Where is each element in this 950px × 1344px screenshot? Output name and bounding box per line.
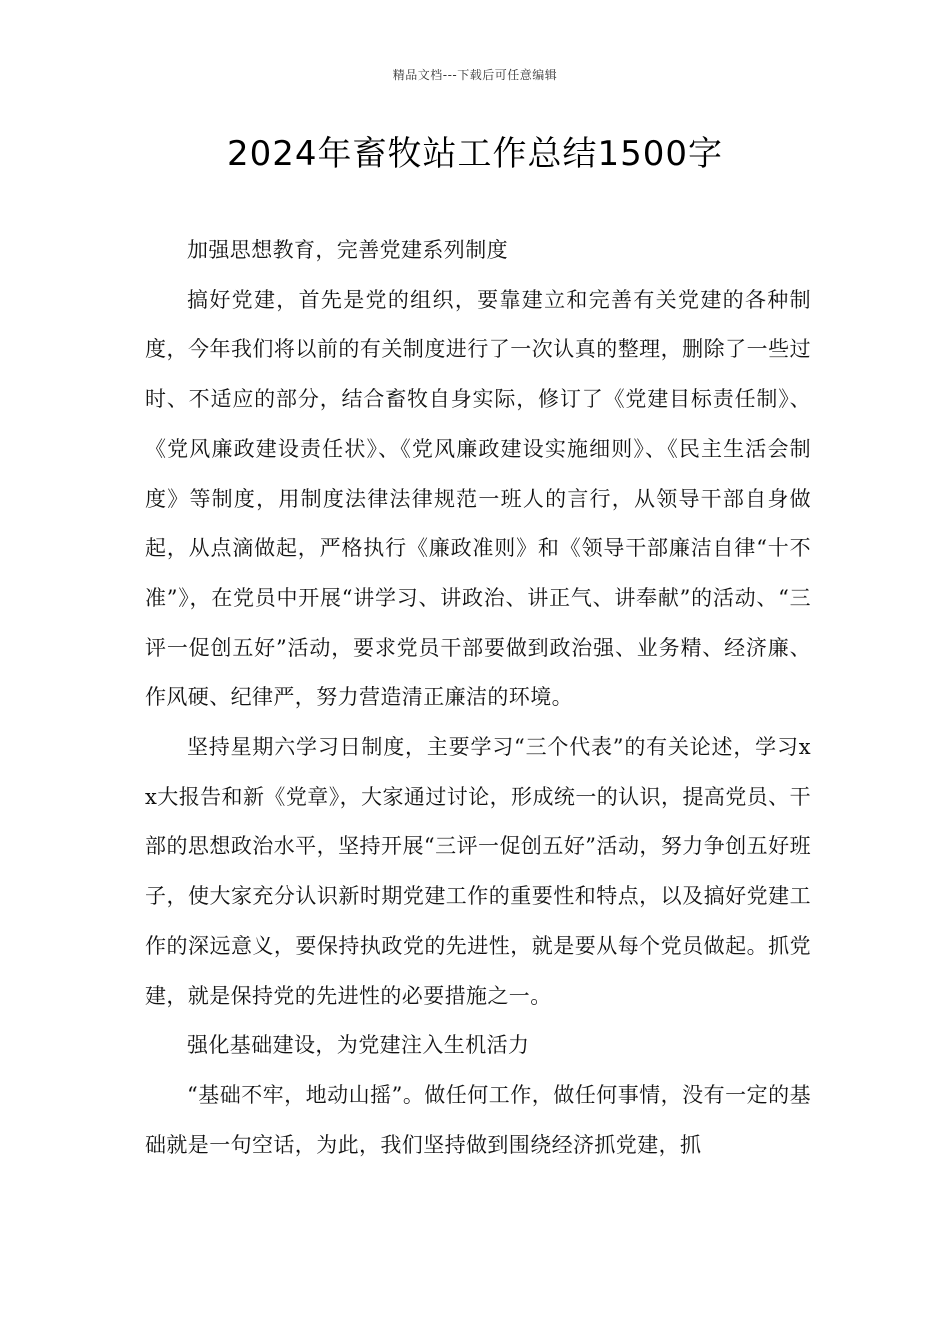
paragraph: 坚持星期六学习日制度，主要学习“三个代表”的有关论述，学习xx大报告和新《党章》，大家通过讨论，形成统一的认识，提高党员、干部的思想政治水平，坚持开展“三评一促创五好”活动，努力争创五好班子，使大家充分认识新时期党建工作的重要性和特点，以及搞好党建工作的深远意义，要保持执政党的先进性，就是要从每个党员做起。抓党建，就是保持党的先进性的必要措施之一。 [145,735,811,1008]
header-note: 精品文档---下载后可任意编辑 [392,68,558,82]
paragraph: 搞好党建，首先是党的组织，要靠建立和完善有关党建的各种制度，今年我们将以前的有关制度进行了一次认真的整理，删除了一些过时、不适应的部分，结合畜牧自身实际，修订了《党建目标责任制》、《党风廉政建设责任状》、《党风廉政建设实施细则》、《民主生活会制度》等制度，用制度法律法律规范一班人的言行，从领导干部自身做起，从点滴做起，严格执行《廉政准则》和《领导干部廉洁自律“十不准”》，在党员中开展“讲学习、讲政治、讲正气、讲奉献”的活动、“三评一促创五好”活动，要求党员干部要做到政治强、业务精、经济廉、作风硬、纪律严，努力营造清正廉洁的环境。 [145,287,811,710]
paragraph: “基础不牢，地动山摇”。做任何工作，做任何事情，没有一定的基础就是一句空话，为此，我们坚持做到围绕经济抓党建，抓 [145,1082,811,1157]
section-heading: 强化基础建设，为党建注入生机活力 [187,1033,530,1058]
section-heading: 加强思想教育，完善党建系列制度 [187,238,508,262]
body-text [145,226,811,1170]
page-title: 2024年畜牧站工作总结1500字 [226,134,724,174]
